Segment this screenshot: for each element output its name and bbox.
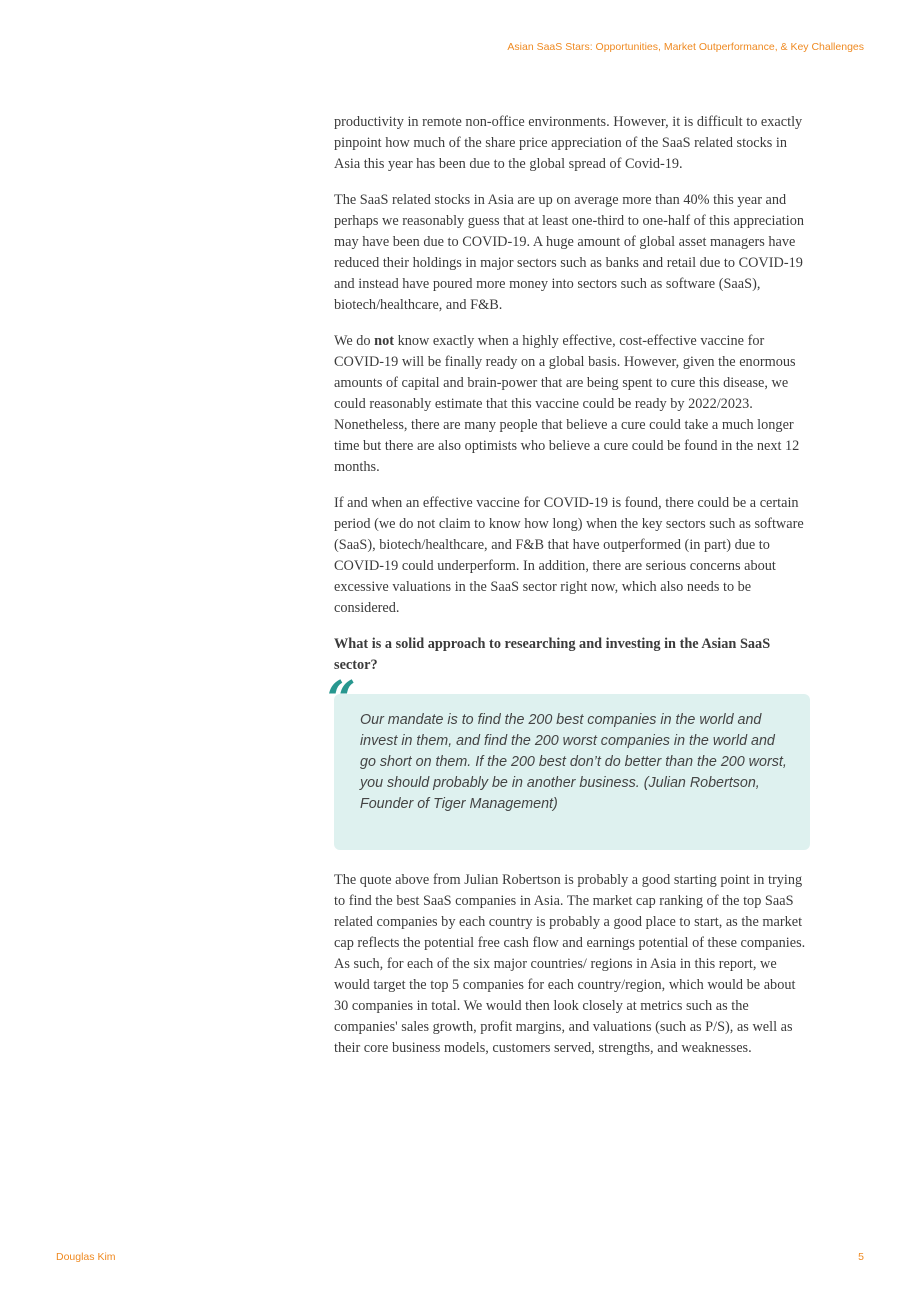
running-header-title: Asian SaaS Stars: Opportunities, Market Outperformance, & Key Challenges (507, 41, 864, 53)
body-paragraph: The quote above from Julian Robertson is probably a good starting point in trying to find the best SaaS companies in Asia. The market cap ranking of the top SaaS related companies by each country is probably a good place to start, as the market cap reflects the potential free cash flow and earnings potential of these companies. As such, for each of the six major countries/ regions in Asia in this report, we would target the top 5 companies for each country/region, which would be about 30 companies in total. We would then look closely at metrics such as the companies' sales growth, profit margins, and valuations (such as P/S), as well as their core business models, customers served, strengths, and weaknesses. (334, 872, 806, 1056)
pull-quote (327, 669, 810, 850)
body-paragraph: If and when an effective vaccine for COVID-19 is found, there could be a certain period (we do not claim to know how long) when the key sectors such as software (SaaS), biotech/healthcare, and F&B that have outperformed (in part) due to COVID-19 could underperform. In addition, there are serious concerns about excessive valuations in the SaaS sector right now, which also needs to be considered. (334, 495, 804, 616)
paragraph-text: We do (334, 333, 375, 349)
body-paragraph-vaccine (334, 331, 810, 478)
page-number: 5 (858, 1251, 864, 1263)
body-paragraph: The SaaS related stocks in Asia are up on average more than 40% this year and perhaps we reasonably guess that at least one-third to one-half of this appreciation may have been due to COVID-19. A huge amount of global asset managers have reduced their holdings in major sectors such as banks and retail due to COVID-19 and instead have poured more money into sectors such as software (SaaS), biotech/healthcare, and F&B. (334, 192, 805, 313)
paragraph-text: know exactly when a highly effective, cost-effective vaccine for COVID-19 will be finally ready on a global basis. However, given the enormous amounts of capital and brain-power that are being spent to cure this disease, we could reasonably estimate that this vaccine could be ready by 2022/2023. Nonetheless, there are many people that believe a cure could take a much longer time but there are also optimists who believe a cure could be found in the next 12 months. (334, 333, 800, 475)
quote-mark-icon: “ (327, 669, 356, 728)
section-subheading: What is a solid approach to researching and investing in the Asian SaaS sector? (334, 636, 771, 673)
quote-text: Our mandate is to find the 200 best companies in the world and invest in them, and find the 200 worst companies in the world and go short on them. If the 200 best don’t do better than the 200 worst, you should probably be in another business. (Julian Robertson, Founder of Tiger Management) (360, 712, 787, 812)
quote-box (334, 694, 810, 850)
article-body (327, 112, 810, 1074)
emphasis-not: not (374, 333, 395, 349)
footer-author: Douglas Kim (56, 1251, 116, 1263)
body-paragraph: productivity in remote non-office environments. However, it is difficult to exactly pinpoint how much of the share price appreciation of the SaaS related stocks in Asia this year has been due to the global spread of Covid-19. (334, 114, 803, 172)
